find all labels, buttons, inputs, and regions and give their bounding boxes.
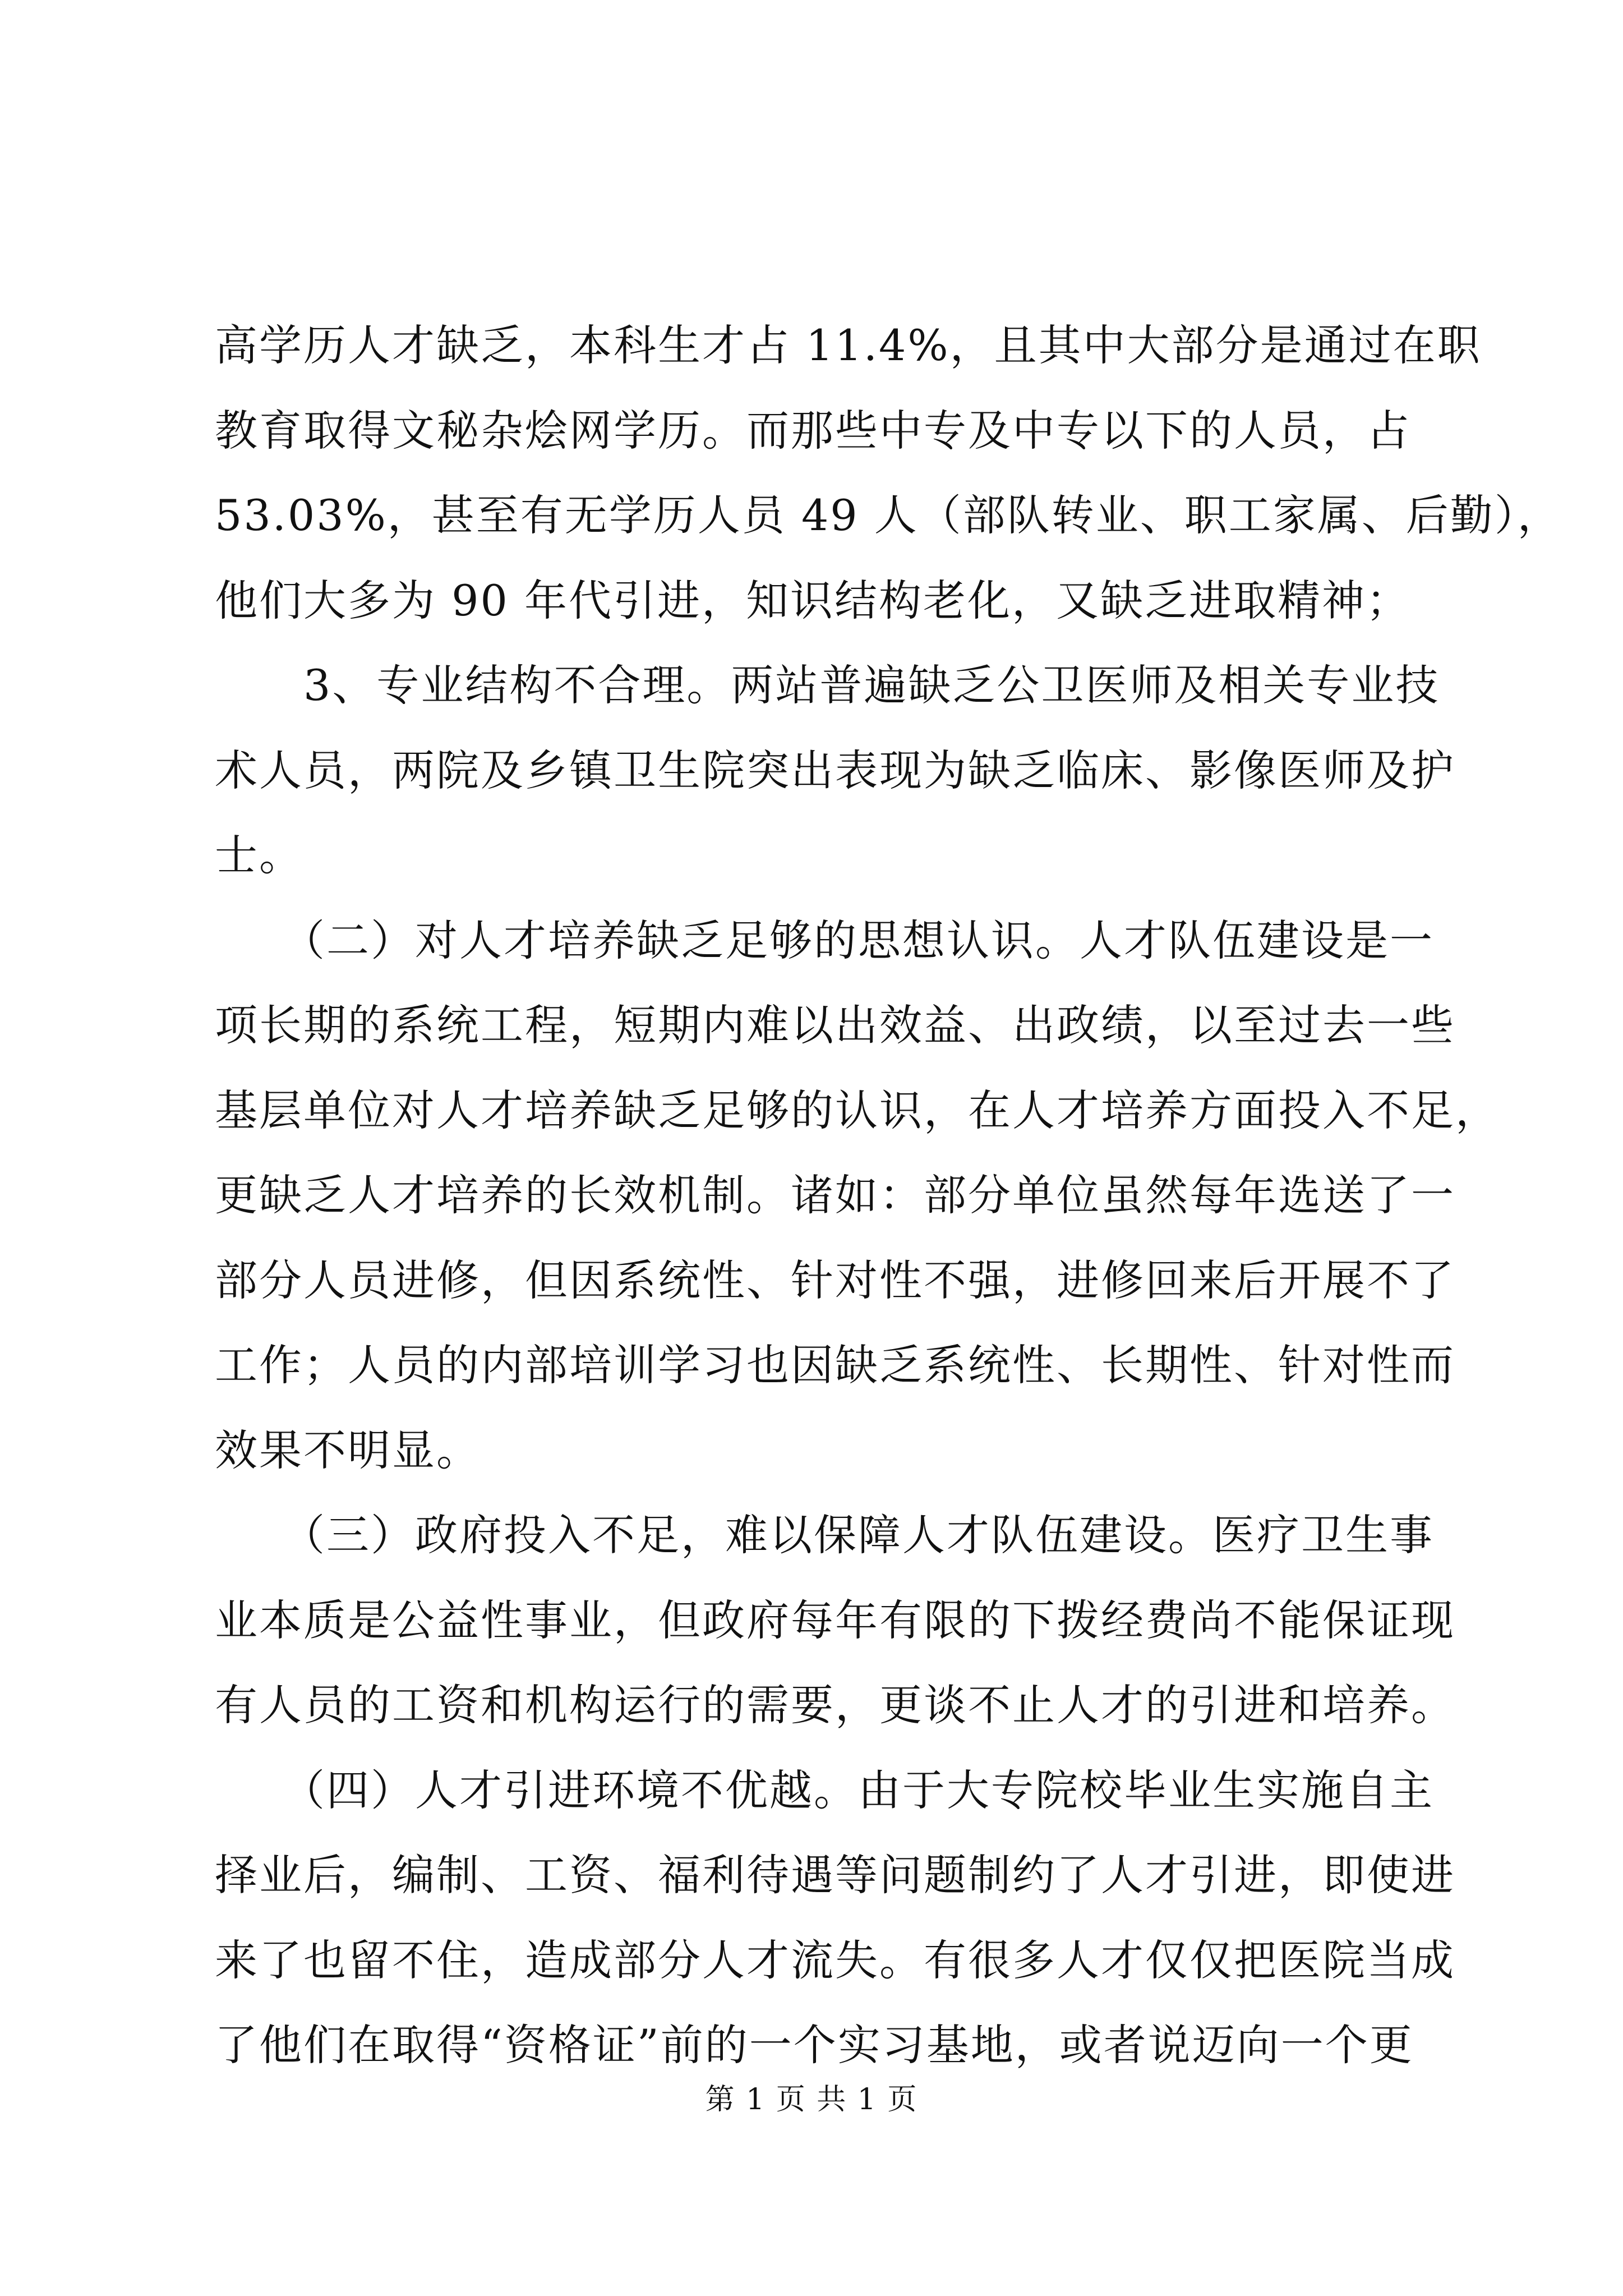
text-line: （二）对人才培养缺乏足够的思想认识。人才队伍建设是一	[215, 915, 1434, 965]
text-line: 来了也留不住，造成部分人才流失。有很多人才仅仅把医院当成	[215, 1935, 1455, 1985]
text-line: 了他们在取得“资格证”前的一个实习基地，或者说迈向一个更	[215, 2020, 1414, 2070]
document-body	[215, 303, 1562, 2088]
text-line: 他们大多为 90 年代引进，知识结构老化，又缺乏进取精神；	[215, 575, 1411, 625]
text-line: 部分人员进修，但因系统性、针对性不强，进修回来后开展不了	[215, 1255, 1455, 1305]
page-number-footer: 第 1 页 共 1 页	[705, 2083, 918, 2116]
text-line: 53.03%，甚至有无学历人员 49 人（部队转业、职工家属、后勤），	[215, 490, 1562, 540]
text-line: 项长期的系统工程，短期内难以出效益、出政绩，以至过去一些	[215, 1000, 1455, 1050]
text-line: 更缺乏人才培养的长效机制。诸如：部分单位虽然每年选送了一	[215, 1170, 1455, 1220]
text-line: 工作；人员的内部培训学习也因缺乏系统性、长期性、针对性而	[215, 1340, 1455, 1390]
text-line: 士。	[215, 830, 303, 880]
text-line: 基层单位对人才培养缺乏足够的认识，在人才培养方面投入不足，	[215, 1085, 1500, 1135]
text-line: 有人员的工资和机构运行的需要，更谈不止人才的引进和培养。	[215, 1680, 1455, 1730]
text-line: 择业后，编制、工资、福利待遇等问题制约了人才引进，即使进	[215, 1850, 1455, 1900]
text-line: 教育取得文秘杂烩网学历。而那些中专及中专以下的人员，占	[215, 405, 1411, 455]
text-line: 3、专业结构不合理。两站普遍缺乏公卫医师及相关专业技	[215, 660, 1440, 710]
text-line: （四）人才引进环境不优越。由于大专院校毕业生实施自主	[215, 1765, 1434, 1815]
text-line: 术人员，两院及乡镇卫生院突出表现为缺乏临床、影像医师及护	[215, 745, 1455, 795]
text-line: （三）政府投入不足，难以保障人才队伍建设。医疗卫生事	[215, 1510, 1434, 1560]
text-line: 效果不明显。	[215, 1425, 481, 1475]
text-line: 高学历人才缺乏，本科生才占 11.4%，且其中大部分是通过在职	[215, 320, 1482, 370]
text-line: 业本质是公益性事业，但政府每年有限的下拨经费尚不能保证现	[215, 1595, 1455, 1645]
